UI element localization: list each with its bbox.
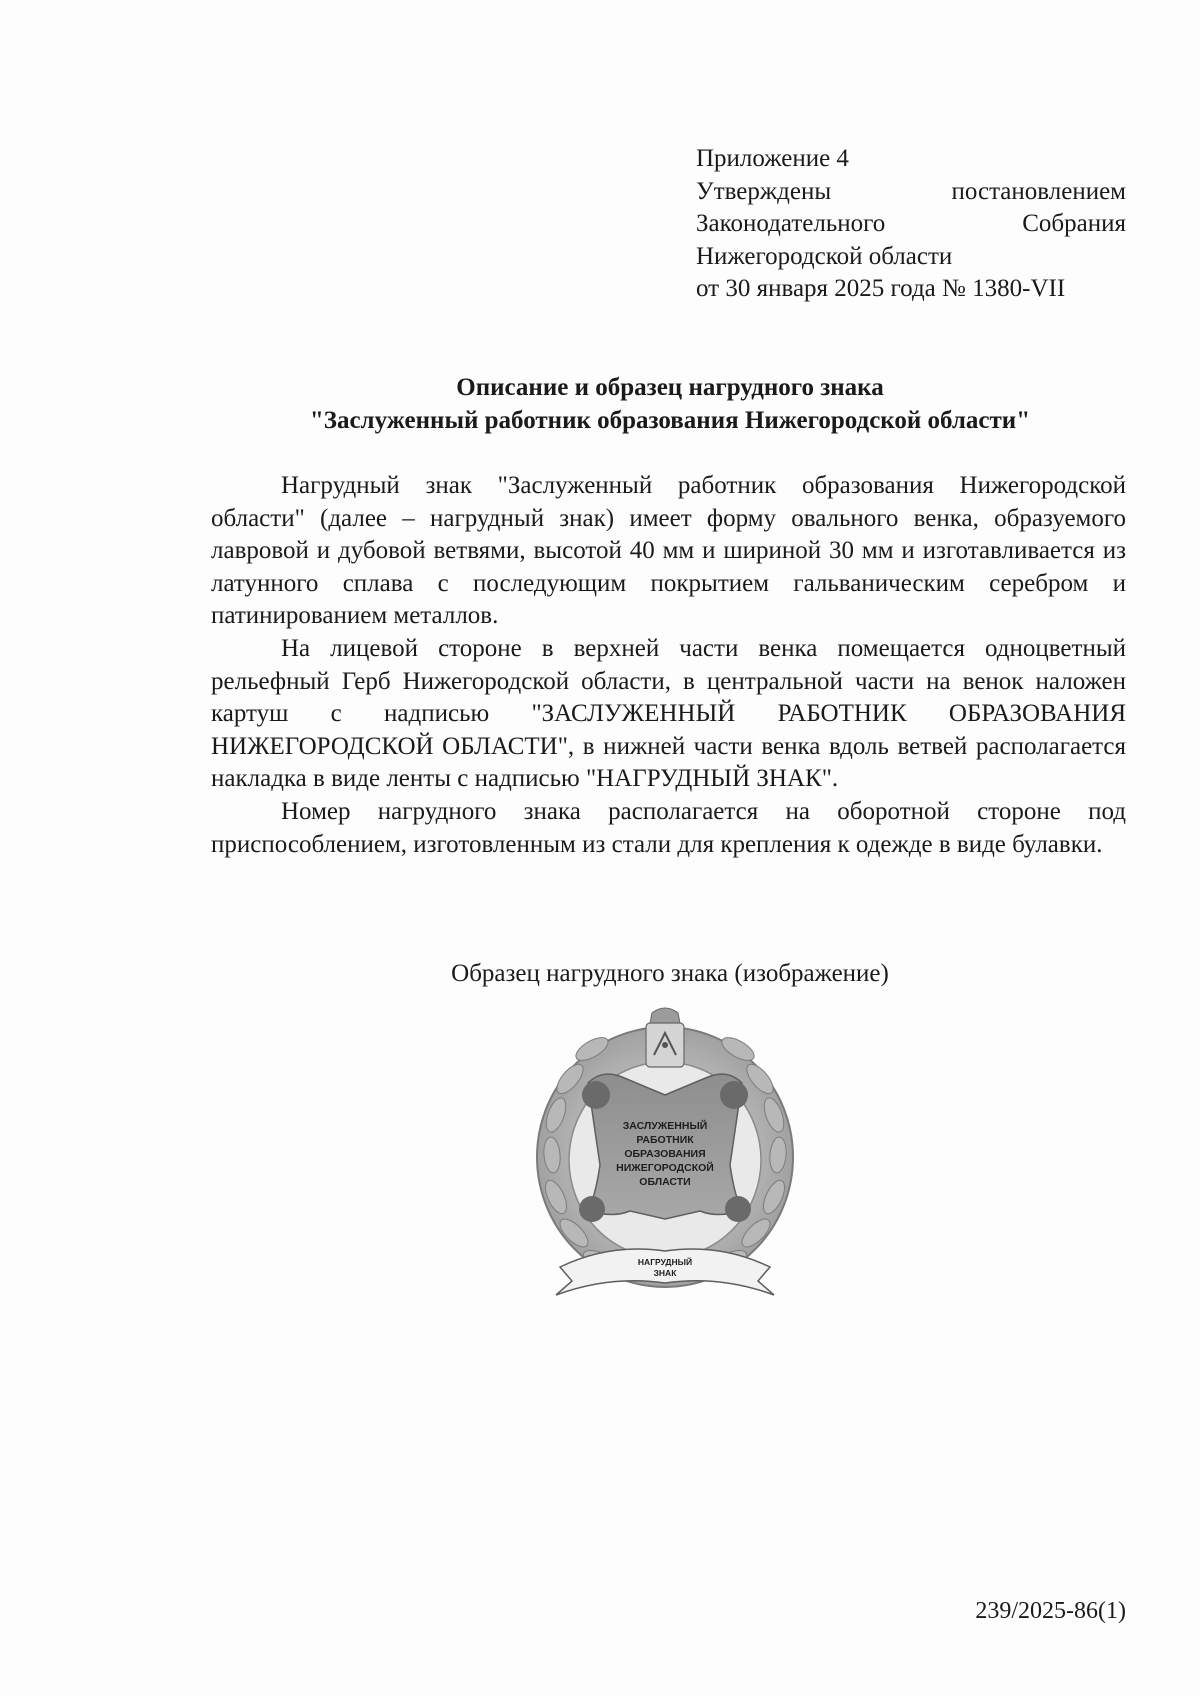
cartouche-scroll-left [582, 1081, 610, 1109]
cartouche-scroll-bottom-right [725, 1196, 751, 1222]
cartouche-scroll-bottom-left [579, 1196, 605, 1222]
title-line-1: Описание и образец нагрудного знака [456, 374, 884, 401]
cartouche-line-2: РАБОТНИК [636, 1134, 694, 1146]
document-title [150, 372, 1190, 437]
title-line-2: "Заслуженный работник образования Нижегородской области" [309, 406, 1031, 434]
assembly-word: Собрания [1022, 210, 1126, 237]
paragraph-back-side: Номер нагрудного знака располагается на оборотной стороне под приспособлением, изготовленным из стали для крепления к одежде в виде булавки. [211, 797, 1126, 858]
cartouche-line-5: ОБЛАСТИ [639, 1176, 691, 1188]
paragraph-shape: Нагрудный знак "Заслуженный работник образования Нижегородской области" (далее – нагрудный знак) имеет форму овального венка, образуемого лавровой и дубовой ветвями, высотой 40 мм и шириной 30 мм и изготавливается из латунного сплава с последующим покрытием гальваническим серебром и патинированием металлов. [211, 472, 1126, 630]
cartouche-line-3: ОБРАЗОВАНИЯ [624, 1148, 706, 1160]
description-body [211, 470, 1126, 861]
legislative-word: Законодательного [696, 210, 886, 237]
resolution-word: постановлением [951, 177, 1126, 205]
resolution-date: от 30 января 2025 года № 1380-VII [696, 275, 1066, 302]
cartouche-scroll-right [720, 1081, 748, 1109]
region-line: Нижегородской области [696, 242, 953, 270]
badge-image [530, 1005, 800, 1315]
approval-word: Утверждены [696, 177, 832, 205]
document-number: 239/2025-86(1) [975, 1598, 1126, 1624]
badge-caption: Образец нагрудного знака (изображение) [451, 960, 889, 987]
ribbon-line-2: ЗНАК [653, 1268, 677, 1278]
coat-of-arms [646, 1008, 684, 1067]
appendix-header [696, 143, 1126, 306]
approval-line [696, 176, 1126, 209]
cartouche-line-4: НИЖЕГОРОДСКОЙ [616, 1162, 714, 1174]
assembly-line [696, 208, 1126, 241]
ribbon-line-1: НАГРУДНЫЙ [637, 1257, 693, 1267]
cartouche-line-1: ЗАСЛУЖЕННЫЙ [622, 1120, 708, 1132]
paragraph-front-side: На лицевой стороне в верхней части венка помещается одноцветный рельефный Герб Нижегородской области, в центральной части на венок наложен картуш с надписью "ЗАСЛУЖЕННЫЙ РАБОТНИК ОБРАЗОВАНИЯ НИЖЕГОРОДСКОЙ ОБЛАСТИ", в нижней части венка вдоль ветвей располагается накладка в виде ленты с надписью "НАГРУДНЫЙ ЗНАК". [211, 634, 1126, 793]
appendix-number: Приложение 4 [696, 145, 849, 172]
